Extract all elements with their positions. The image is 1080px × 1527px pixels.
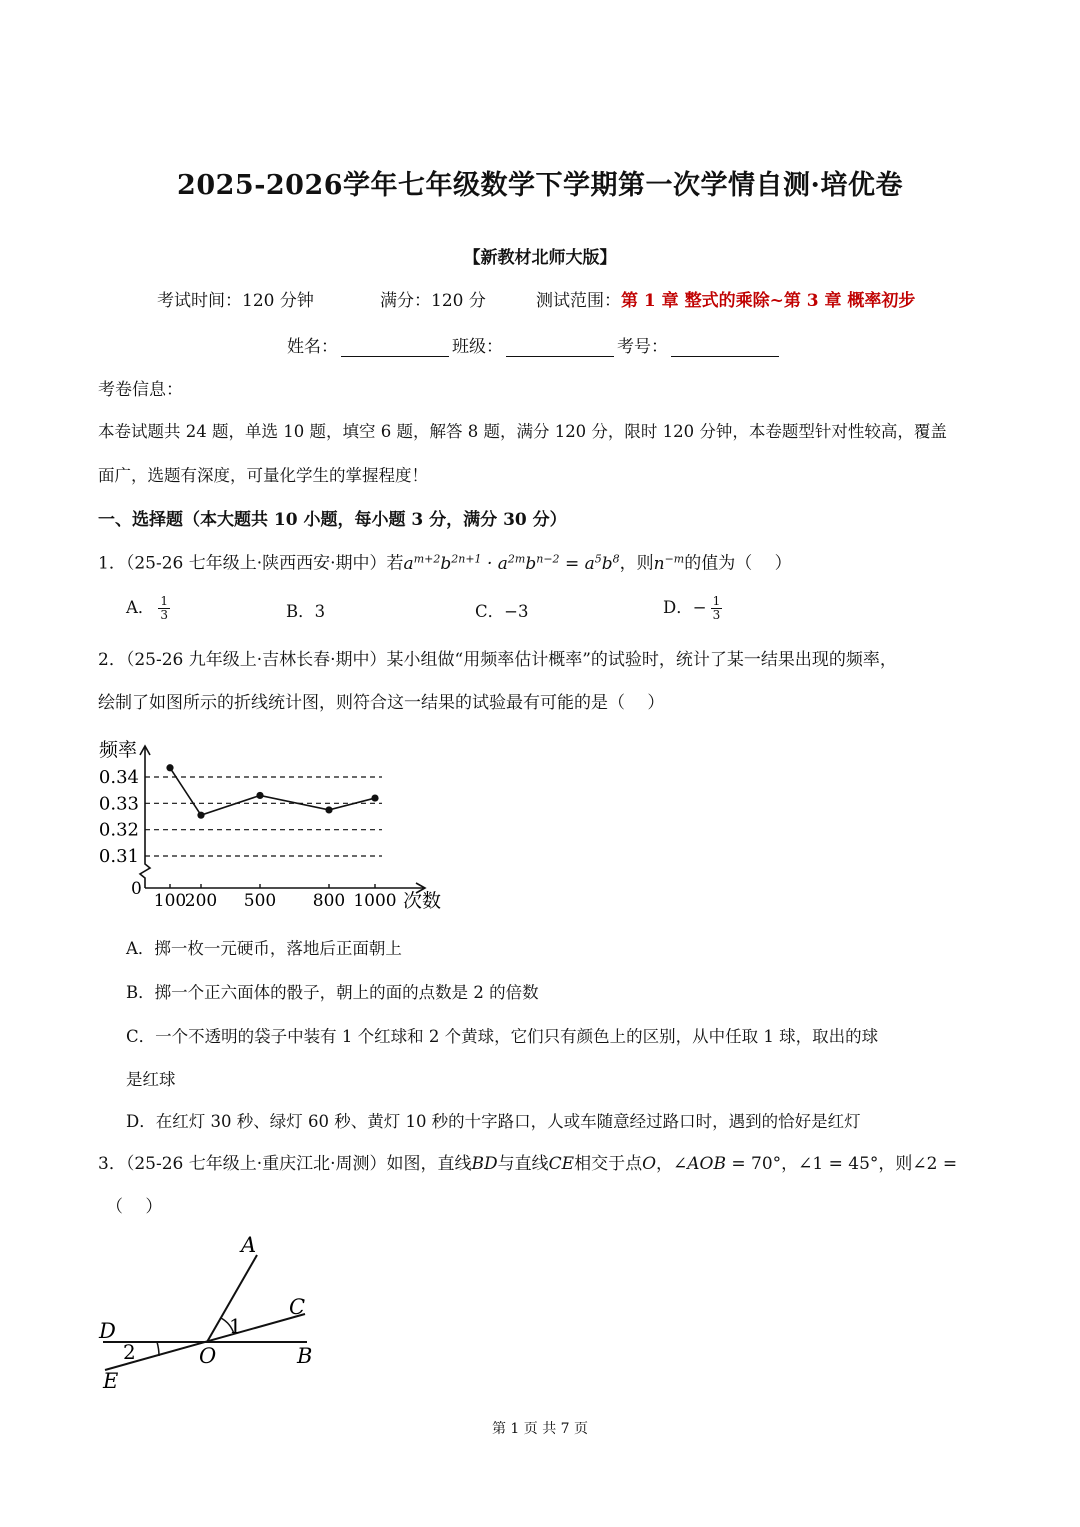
section-heading: 一、选择题（本大题共 10 小题，每小题 3 分，满分 30 分） bbox=[98, 510, 567, 530]
q1-expression: $n^{-m}$ bbox=[653, 552, 685, 574]
x-tick-label: 200 bbox=[184, 891, 218, 911]
q1-option-d[interactable] bbox=[663, 594, 722, 622]
y-tick-label: 0.31 bbox=[98, 846, 139, 867]
y-axis-label: 频率 bbox=[99, 739, 138, 761]
frequency-series-line bbox=[170, 768, 375, 815]
q2-number: 2． bbox=[98, 650, 126, 670]
label-b: B bbox=[297, 1344, 313, 1368]
page-footer: 第 1 页 共 7 页 bbox=[491, 1421, 589, 1437]
fraction-denominator: 3 bbox=[712, 608, 721, 622]
x-tick-label: 1000 bbox=[353, 891, 397, 911]
data-point-200 bbox=[197, 812, 204, 819]
q3-text-1: 与直线 bbox=[497, 1154, 549, 1174]
label-a: A bbox=[241, 1233, 257, 1257]
edition-label: 【新教材北师大版】 bbox=[463, 248, 617, 268]
frequency-line-chart bbox=[95, 730, 455, 915]
q3-answer-paren: （ ） bbox=[106, 1197, 163, 1217]
question-1 bbox=[98, 547, 792, 576]
fraction-numerator: 1 bbox=[160, 594, 169, 608]
name-blank[interactable] bbox=[341, 338, 449, 357]
angle-2-arc bbox=[157, 1342, 159, 1356]
class-label: 班级： bbox=[452, 337, 503, 357]
q3-point-o: O bbox=[642, 1154, 657, 1174]
data-point-1000 bbox=[371, 794, 378, 801]
q1-option-c[interactable]: C．−3 bbox=[475, 602, 529, 621]
intersecting-lines-figure bbox=[95, 1230, 335, 1395]
data-point-100 bbox=[166, 764, 173, 771]
q1-tail2: 的值为（ ） bbox=[684, 553, 792, 574]
q1-tail: ，则 bbox=[619, 553, 654, 574]
test-scope-value: 第 1 章 整式的乘除~第 3 章 概率初步 bbox=[621, 291, 916, 311]
q3-text-2: 相交于点 bbox=[574, 1154, 643, 1174]
label-angle-2: 2 bbox=[123, 1340, 136, 1364]
q2-line-1-text: （25-26 九年级上·吉林长春·期中）某小组做“用频率估计概率”的试验时，统计了某一结果出现的频率， bbox=[125, 650, 897, 670]
q2-option-c-line-1[interactable]: C．一个不透明的袋子中装有 1 个红球和 2 个黄球，它们只有颜色上的区别，从中任取 1 球，取出的球 bbox=[126, 1027, 879, 1046]
label-angle-1: 1 bbox=[229, 1314, 242, 1338]
label-e: E bbox=[103, 1369, 119, 1393]
info-line-1: 本卷试题共 24 题，单选 10 题，填空 6 题，解答 8 题，满分 120 分，限时 120 分钟，本卷题型针对性较高，覆盖 bbox=[98, 422, 947, 441]
question-2-line-2: 绘制了如图所示的折线统计图，则符合这一结果的试验最有可能的是（ ） bbox=[98, 693, 665, 713]
id-blank[interactable] bbox=[671, 338, 779, 357]
q2-option-d[interactable]: D．在红灯 30 秒、绿灯 60 秒、黄灯 10 秒的十字路口，人或车随意经过路口时，遇到的恰好是红灯 bbox=[126, 1112, 861, 1131]
q1-option-b[interactable]: B．3 bbox=[286, 602, 326, 621]
data-point-500 bbox=[256, 792, 263, 799]
data-point-800 bbox=[325, 806, 332, 813]
exam-time: 考试时间：120 分钟 bbox=[157, 291, 314, 311]
y-tick-label: 0.33 bbox=[98, 793, 139, 815]
q3-line-bd: BD bbox=[471, 1154, 498, 1174]
q3-line-ce: CE bbox=[548, 1154, 575, 1174]
q3-text-3: ，∠ bbox=[656, 1154, 688, 1174]
q1-option-a-fraction bbox=[158, 595, 170, 622]
q1-option-d-label: D．− bbox=[663, 598, 707, 617]
x-tick-label: 800 bbox=[312, 891, 346, 911]
id-label: 考号： bbox=[617, 337, 668, 357]
student-info-line bbox=[287, 332, 782, 357]
label-o: O bbox=[199, 1344, 217, 1368]
y-tick-label: 0.34 bbox=[98, 767, 139, 788]
q3-equation: = 70°，∠1 = 45°，则∠2 = bbox=[726, 1154, 958, 1174]
info-heading: 考卷信息： bbox=[98, 380, 183, 400]
full-score: 满分：120 分 bbox=[380, 291, 486, 311]
q1-equation: $a^{m+2}b^{2n+1} \cdot a^{2m}b^{n-2} = a^5b^8$ bbox=[403, 552, 620, 574]
test-scope-label: 测试范围： bbox=[536, 291, 621, 311]
q2-option-a[interactable]: A．掷一枚一元硬币，落地后正面朝上 bbox=[126, 939, 402, 958]
label-d: D bbox=[99, 1319, 116, 1343]
q3-number: 3． bbox=[98, 1154, 126, 1174]
fraction-numerator: 1 bbox=[712, 594, 721, 608]
info-line-2: 面广，选题有深度，可量化学生的掌握程度！ bbox=[98, 466, 428, 485]
class-blank[interactable] bbox=[506, 338, 614, 357]
name-label: 姓名： bbox=[287, 337, 338, 357]
q1-source: （25-26 七年级上·陕西西安·期中）若 bbox=[125, 553, 404, 574]
label-c: C bbox=[289, 1295, 306, 1319]
x-tick-label: 500 bbox=[243, 891, 277, 911]
origin-label: 0 bbox=[131, 879, 142, 899]
test-scope bbox=[536, 286, 915, 311]
x-axis-label: 次数 bbox=[403, 890, 442, 912]
fraction-denominator: 3 bbox=[160, 608, 169, 622]
q3-source: （25-26 七年级上·重庆江北·周测）如图，直线 bbox=[125, 1154, 472, 1174]
q1-option-a[interactable] bbox=[126, 594, 170, 622]
question-2-line-1 bbox=[98, 648, 897, 672]
q1-number: 1． bbox=[98, 553, 126, 574]
q1-option-d-fraction bbox=[711, 595, 723, 622]
q3-angle-aob: AOB bbox=[687, 1154, 726, 1174]
question-3 bbox=[98, 1152, 957, 1176]
x-tick-label: 100 bbox=[153, 891, 187, 911]
q2-option-b[interactable]: B．掷一个正六面体的骰子，朝上的面的点数是 2 的倍数 bbox=[126, 983, 539, 1002]
y-axis bbox=[140, 746, 150, 888]
y-tick-label: 0.32 bbox=[98, 819, 139, 841]
q2-option-c-line-2: 是红球 bbox=[126, 1070, 176, 1089]
q1-option-a-label: A． bbox=[126, 598, 155, 617]
page-title: 2025-2026学年七年级数学下学期第一次学情自测·培优卷 bbox=[177, 170, 903, 201]
